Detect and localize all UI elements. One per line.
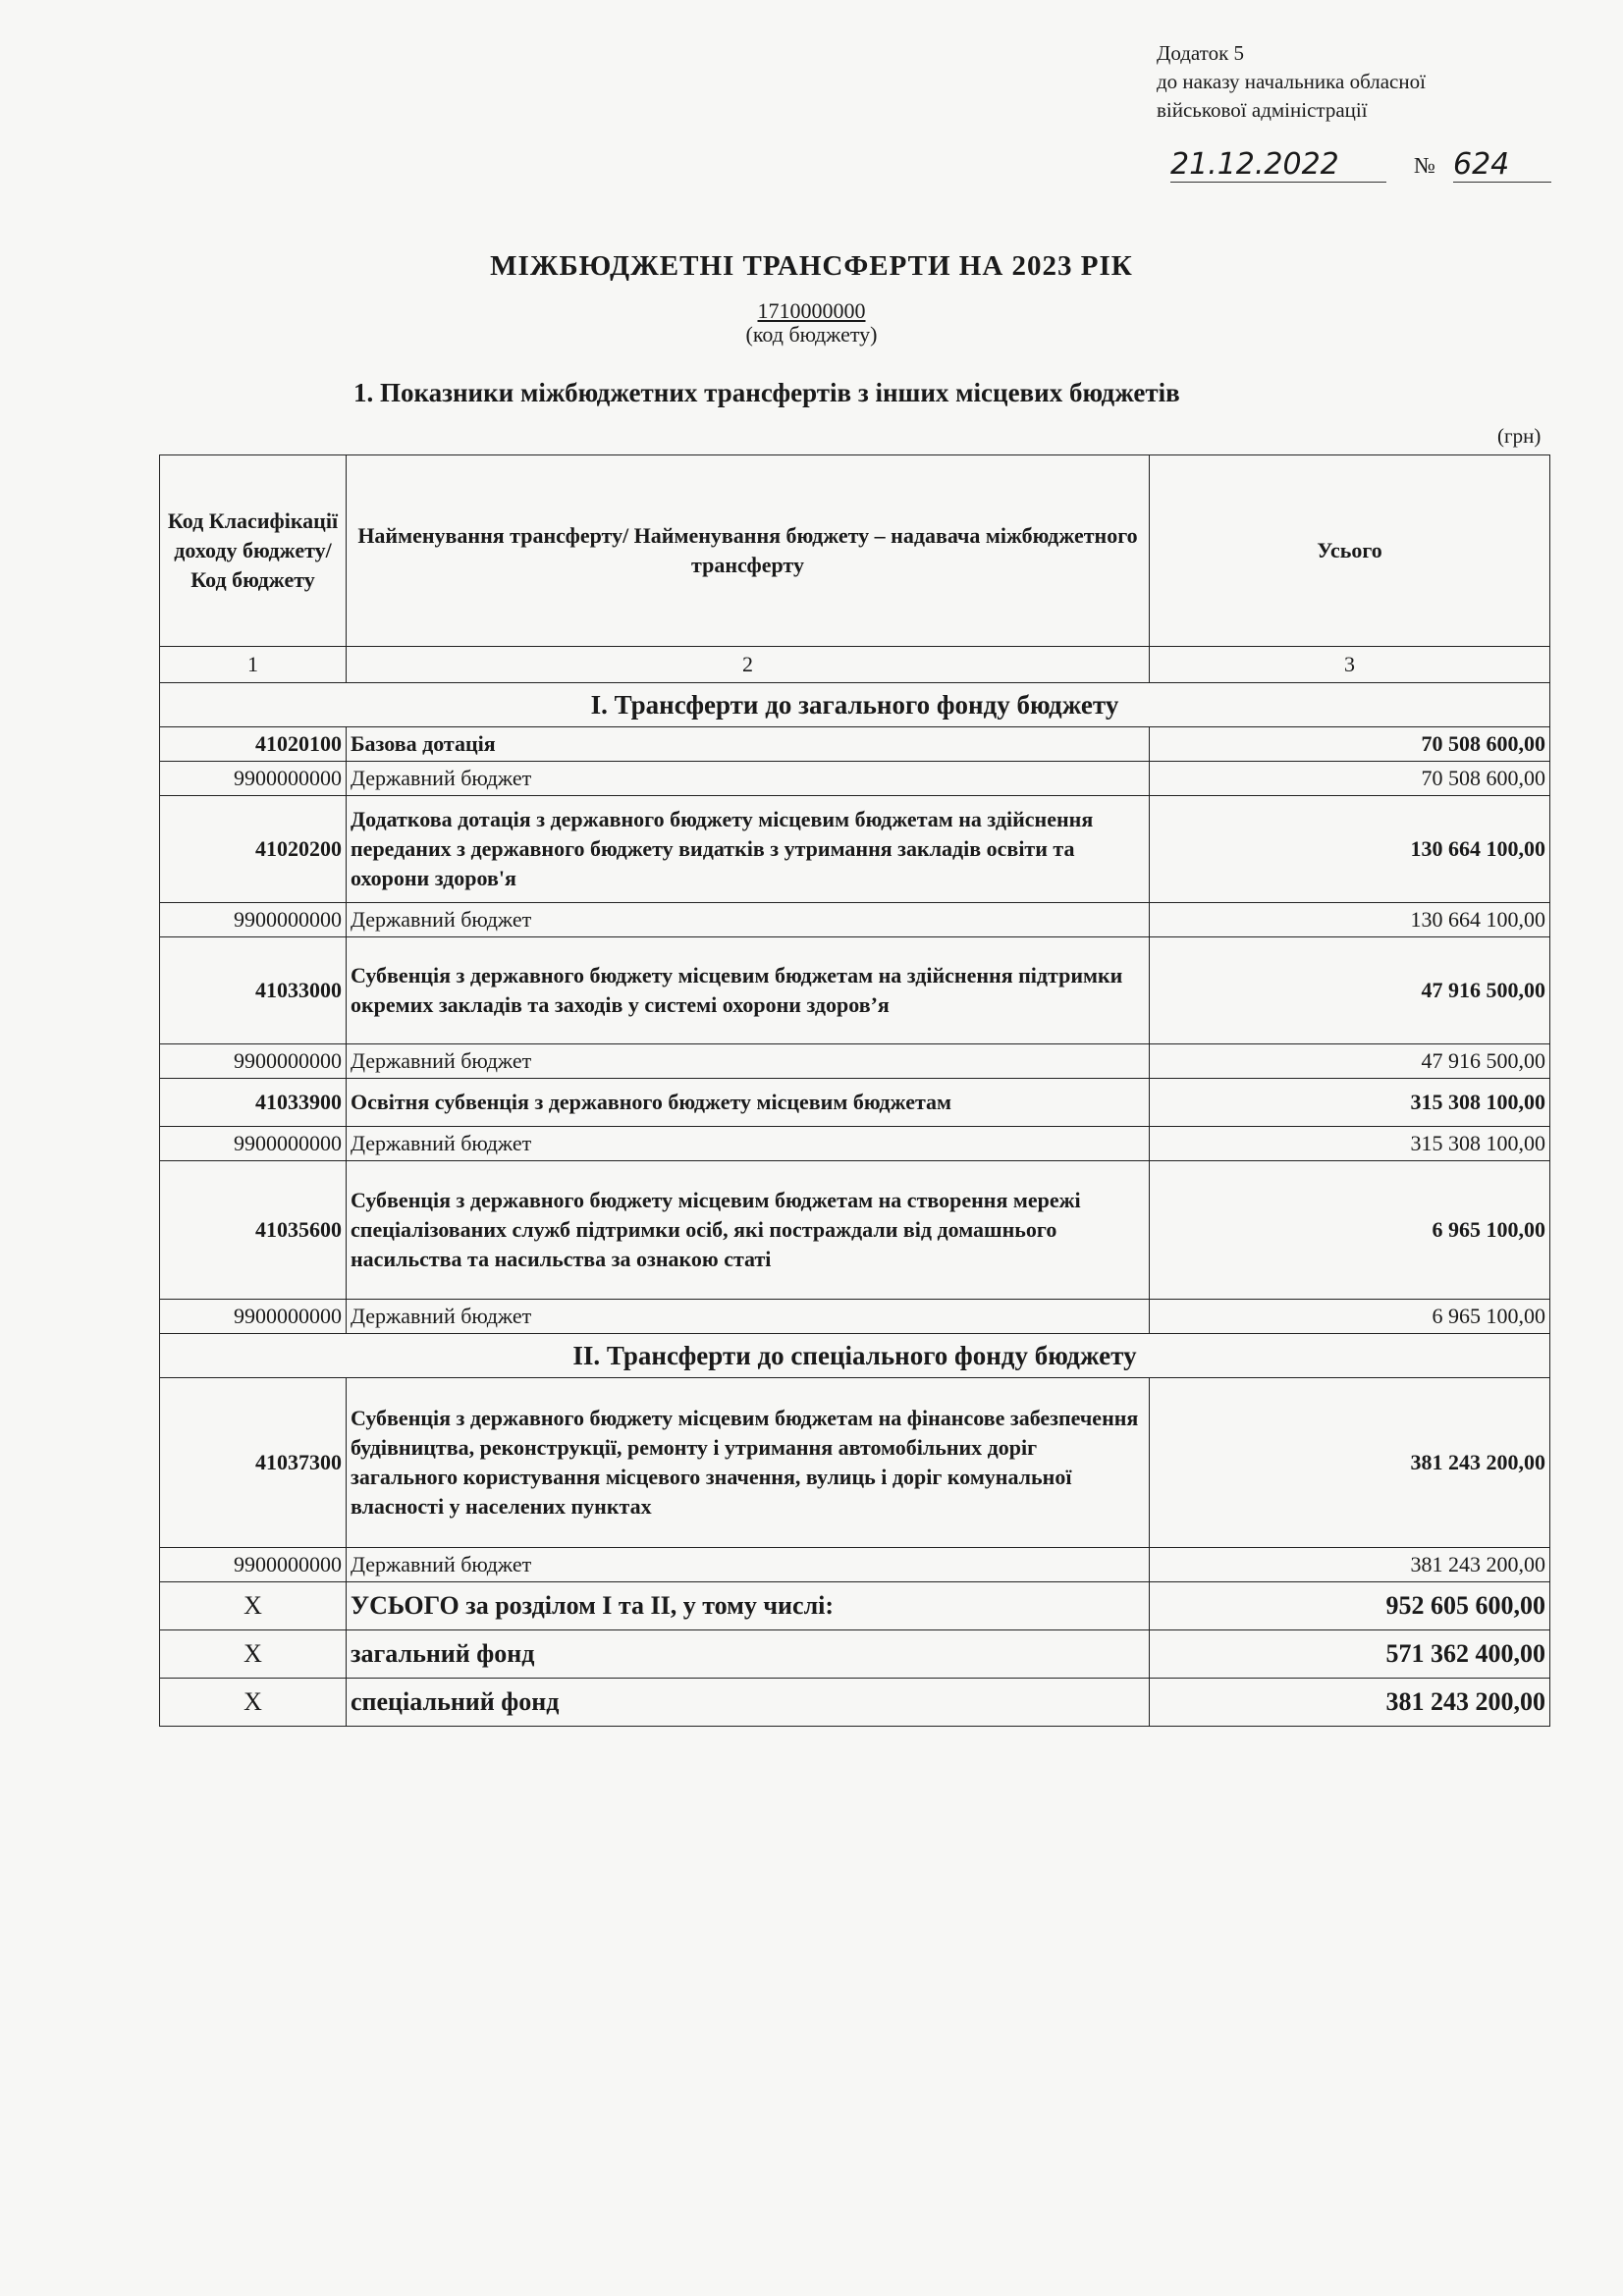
budget-code: 1710000000 <box>757 298 866 323</box>
number-label: № <box>1414 153 1435 178</box>
row-code: 9900000000 <box>160 903 347 937</box>
annex-line-1: Додаток 5 <box>1157 41 1245 65</box>
header-total: Усього <box>1150 455 1550 647</box>
row-code: 41020200 <box>160 796 347 903</box>
row-name: Державний бюджет <box>347 1548 1150 1582</box>
table-row <box>160 762 1550 796</box>
total-label: УСЬОГО за розділом І та ІІ, у тому числі: <box>347 1582 1150 1630</box>
row-name: Додаткова дотація з державного бюджету місцевим бюджетам на здійснення переданих з державного бюджету видатків з утримання закладів освіти та охорони здоров'я <box>347 796 1150 903</box>
row-amount: 6 965 100,00 <box>1150 1300 1550 1334</box>
table-row <box>160 937 1550 1044</box>
row-amount: 47 916 500,00 <box>1150 1044 1550 1079</box>
row-amount: 70 508 600,00 <box>1150 727 1550 762</box>
total-mark: X <box>160 1630 347 1679</box>
totals-row <box>160 1582 1550 1630</box>
row-name: Державний бюджет <box>347 1300 1150 1334</box>
total-amount: 571 362 400,00 <box>1150 1630 1550 1679</box>
header-name: Найменування трансферту/ Найменування бюджету – надавача міжбюджетного трансферту <box>347 455 1150 647</box>
row-name: Базова дотація <box>347 727 1150 762</box>
totals-row <box>160 1679 1550 1727</box>
total-mark: X <box>160 1679 347 1727</box>
budget-code-label: (код бюджету) <box>745 322 878 347</box>
currency-unit: (грн) <box>1497 424 1542 448</box>
header-code: Код Класифікації доходу бюджету/ Код бюджету <box>160 455 347 647</box>
row-code: 41020100 <box>160 727 347 762</box>
row-name: Державний бюджет <box>347 903 1150 937</box>
table-row <box>160 1044 1550 1079</box>
table-row <box>160 1127 1550 1161</box>
total-mark: X <box>160 1582 347 1630</box>
section-2-header <box>160 1334 1550 1378</box>
row-code: 41037300 <box>160 1378 347 1548</box>
total-amount: 952 605 600,00 <box>1150 1582 1550 1630</box>
annex-line-3: військової адміністрації <box>1157 98 1368 122</box>
row-name: Державний бюджет <box>347 1127 1150 1161</box>
total-amount: 381 243 200,00 <box>1150 1679 1550 1727</box>
total-label: загальний фонд <box>347 1630 1150 1679</box>
row-amount: 6 965 100,00 <box>1150 1161 1550 1300</box>
transfers-table <box>159 454 1550 1727</box>
row-code: 9900000000 <box>160 1300 347 1334</box>
row-code: 9900000000 <box>160 762 347 796</box>
table-row <box>160 1079 1550 1127</box>
table-row <box>160 1300 1550 1334</box>
column-numbers-row <box>160 647 1550 683</box>
col-number: 2 <box>347 647 1150 683</box>
table-row <box>160 1378 1550 1548</box>
row-name: Державний бюджет <box>347 1044 1150 1079</box>
row-name: Субвенція з державного бюджету місцевим бюджетам на здійснення підтримки окремих закладів та заходів у системі охорони здоров’я <box>347 937 1150 1044</box>
row-amount: 315 308 100,00 <box>1150 1127 1550 1161</box>
table-header-row <box>160 455 1550 647</box>
table-row <box>160 1548 1550 1582</box>
row-amount: 130 664 100,00 <box>1150 796 1550 903</box>
section-1-header <box>160 683 1550 727</box>
col-number: 1 <box>160 647 347 683</box>
row-name: Субвенція з державного бюджету місцевим бюджетам на фінансове забезпечення будівництва, реконструкції, ремонту і утримання автомобільних доріг загального користування місцевого значення, вулиць і доріг комунальної власності у населених пунктах <box>347 1378 1150 1548</box>
row-code: 9900000000 <box>160 1127 347 1161</box>
totals-row <box>160 1630 1550 1679</box>
section-title: 1. Показники міжбюджетних трансфертів з інших місцевих бюджетів <box>353 378 1180 407</box>
order-number: 624 <box>1453 147 1551 183</box>
row-name: Державний бюджет <box>347 762 1150 796</box>
row-name: Освітня субвенція з державного бюджету місцевим бюджетам <box>347 1079 1150 1127</box>
annex-line-2: до наказу начальника обласної <box>1157 70 1426 93</box>
order-date: 21.12.2022 <box>1170 147 1386 183</box>
section-2-title: ІІ. Трансферти до спеціального фонду бюджету <box>160 1334 1550 1378</box>
table-row <box>160 903 1550 937</box>
document-title: МІЖБЮДЖЕТНІ ТРАНСФЕРТИ НА 2023 РІК <box>490 250 1133 282</box>
row-amount: 381 243 200,00 <box>1150 1378 1550 1548</box>
row-amount: 315 308 100,00 <box>1150 1079 1550 1127</box>
row-code: 41035600 <box>160 1161 347 1300</box>
row-amount: 70 508 600,00 <box>1150 762 1550 796</box>
table-row <box>160 1161 1550 1300</box>
row-code: 41033900 <box>160 1079 347 1127</box>
section-1-title: І. Трансферти до загального фонду бюджету <box>160 683 1550 727</box>
annex-header <box>1157 39 1569 125</box>
row-amount: 130 664 100,00 <box>1150 903 1550 937</box>
row-amount: 381 243 200,00 <box>1150 1548 1550 1582</box>
row-code: 9900000000 <box>160 1044 347 1079</box>
row-amount: 47 916 500,00 <box>1150 937 1550 1044</box>
budget-code-block <box>0 299 1623 347</box>
row-code: 41033000 <box>160 937 347 1044</box>
row-code: 9900000000 <box>160 1548 347 1582</box>
order-date-number <box>1119 147 1551 187</box>
table-row <box>160 796 1550 903</box>
total-label: спеціальний фонд <box>347 1679 1150 1727</box>
col-number: 3 <box>1150 647 1550 683</box>
row-name: Субвенція з державного бюджету місцевим бюджетам на створення мережі спеціалізованих служб підтримки осіб, які постраждали від домашнього насильства та насильства за ознакою статі <box>347 1161 1150 1300</box>
table-row <box>160 727 1550 762</box>
